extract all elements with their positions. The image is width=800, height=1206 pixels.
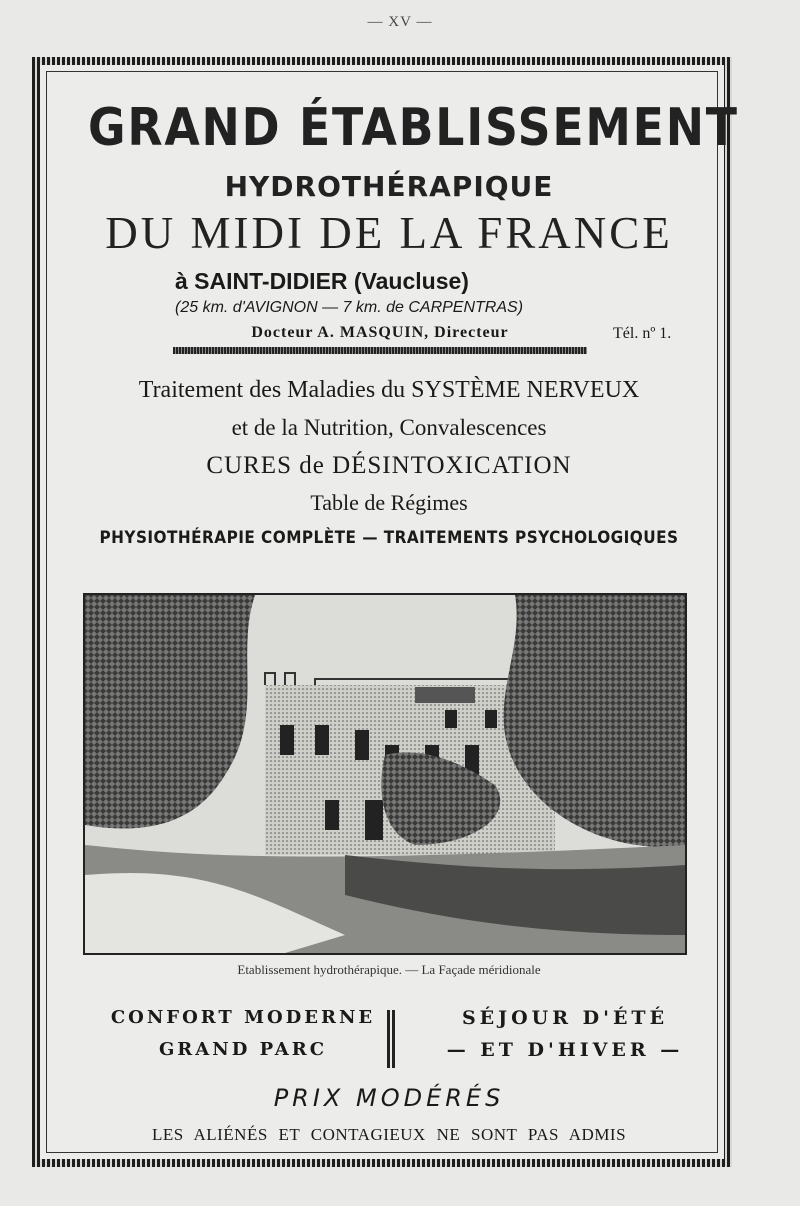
feature-parc: GRAND PARC bbox=[158, 1039, 328, 1060]
features-divider bbox=[387, 1010, 395, 1068]
feature-sejour: SÉJOUR D'ÉTÉ bbox=[461, 1007, 669, 1029]
feature-confort: CONFORT MODERNE bbox=[110, 1007, 376, 1028]
photo-caption: Etablissement hydrothérapique. — La Façade méridionale bbox=[237, 962, 541, 977]
title-line-3: DU MIDI DE LA FRANCE bbox=[105, 208, 673, 258]
distances: (25 km. d'AVIGNON — 7 km. de CARPENTRAS) bbox=[175, 299, 524, 316]
features-left bbox=[97, 1002, 389, 1066]
advertisement-frame bbox=[32, 57, 739, 1167]
inner-border bbox=[46, 71, 739, 1153]
building-engraving bbox=[83, 593, 687, 955]
features-right bbox=[417, 1002, 713, 1066]
treatment-line-5: PHYSIOTHÉRAPIE COMPLÈTE — TRAITEMENTS PSYCHOLOGIQUES bbox=[99, 528, 679, 548]
telephone: Tél. nº 1. bbox=[613, 325, 672, 342]
director: Docteur A. MASQUIN, Directeur bbox=[251, 324, 509, 341]
treatment-line-4: Table de Régimes bbox=[310, 490, 468, 515]
treatment-line-3: CURES de DÉSINTOXICATION bbox=[206, 452, 572, 479]
title-line-1: GRAND ÉTABLISSEMENT bbox=[88, 98, 739, 158]
director-underline bbox=[173, 347, 587, 354]
feature-hiver: — ET D'HIVER — bbox=[446, 1039, 684, 1061]
location: à SAINT-DIDIER (Vaucluse) bbox=[175, 268, 469, 294]
title-line-2: HYDROTHÉRAPIQUE bbox=[224, 170, 554, 203]
treatment-line-1: Traitement des Maladies du SYSTÈME NERVEUX bbox=[138, 377, 640, 403]
treatment-line-2: et de la Nutrition, Convalescences bbox=[231, 415, 547, 440]
page-number: — XV — bbox=[367, 14, 433, 30]
admission-notice: LES ALIÉNÉS ET CONTAGIEUX NE SONT PAS ADMIS bbox=[151, 1125, 627, 1144]
prices: PRIX MODÉRÉS bbox=[273, 1084, 505, 1112]
